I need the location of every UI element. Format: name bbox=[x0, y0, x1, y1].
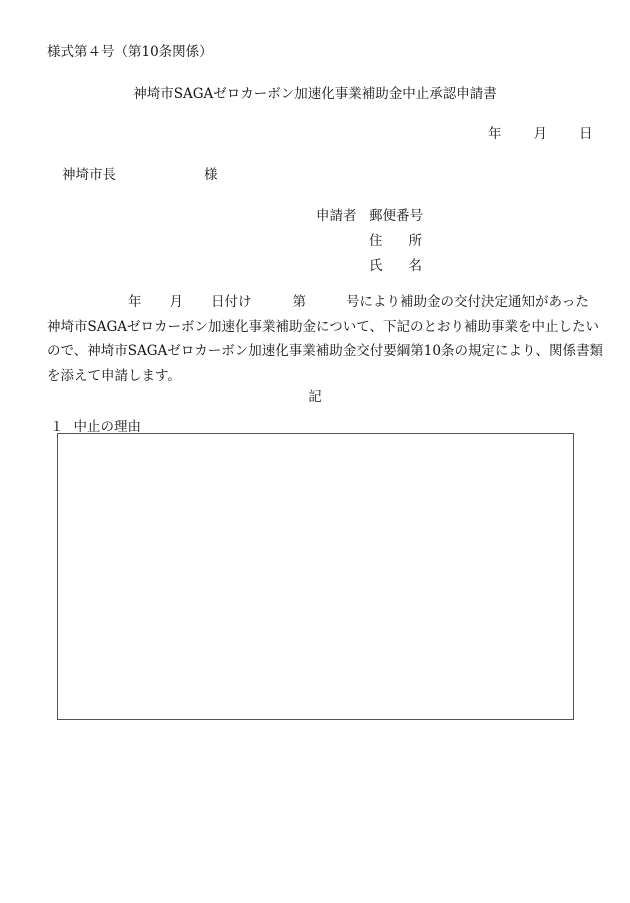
form-number: 様式第４号（第10条関係） bbox=[47, 44, 213, 60]
section-1-label: 中止の理由 bbox=[73, 419, 141, 435]
body-line-3: ので、神埼市SAGAゼロカーボン加速化事業補助金交付要綱第10条の規定により、関係書類 bbox=[47, 343, 603, 359]
section-1-number: １ bbox=[50, 419, 64, 435]
addressee bbox=[62, 163, 218, 183]
notice-number-text: 号により補助金の交付決定通知があった bbox=[346, 294, 589, 310]
date-line bbox=[488, 122, 593, 142]
ki-heading: 記 bbox=[308, 389, 322, 405]
date-day-label: 日 bbox=[579, 126, 593, 142]
postal-code-label: 郵便番号 bbox=[369, 208, 423, 224]
body-line-1 bbox=[47, 290, 603, 315]
addressee-name: 神埼市長 bbox=[62, 167, 116, 183]
notice-month-label: 月 bbox=[169, 294, 183, 310]
name-label-char-1: 氏 bbox=[369, 258, 383, 274]
notice-year-label: 年 bbox=[128, 294, 142, 310]
notice-dated-label: 日付け bbox=[211, 294, 252, 310]
address-label bbox=[369, 229, 422, 249]
applicant-label: 申請者 bbox=[316, 208, 357, 224]
address-label-char-2: 所 bbox=[408, 233, 422, 249]
name-label-char-2: 名 bbox=[408, 258, 422, 274]
reason-input-box[interactable] bbox=[57, 433, 574, 720]
section-1-heading bbox=[50, 415, 141, 435]
date-month-label: 月 bbox=[533, 126, 547, 142]
document-title: 神埼市SAGAゼロカーボン加速化事業補助金中止承認申請書 bbox=[133, 86, 497, 102]
body-text bbox=[47, 290, 603, 388]
name-label bbox=[369, 254, 422, 274]
notice-number-prefix: 第 bbox=[292, 294, 306, 310]
body-line-4: を添えて申請します。 bbox=[47, 367, 181, 384]
date-year-label: 年 bbox=[488, 126, 502, 142]
address-label-char-1: 住 bbox=[369, 233, 383, 249]
body-line-2: 神埼市SAGAゼロカーボン加速化事業補助金について、下記のとおり補助事業を中止したい bbox=[47, 318, 599, 335]
addressee-honorific: 様 bbox=[204, 167, 218, 183]
